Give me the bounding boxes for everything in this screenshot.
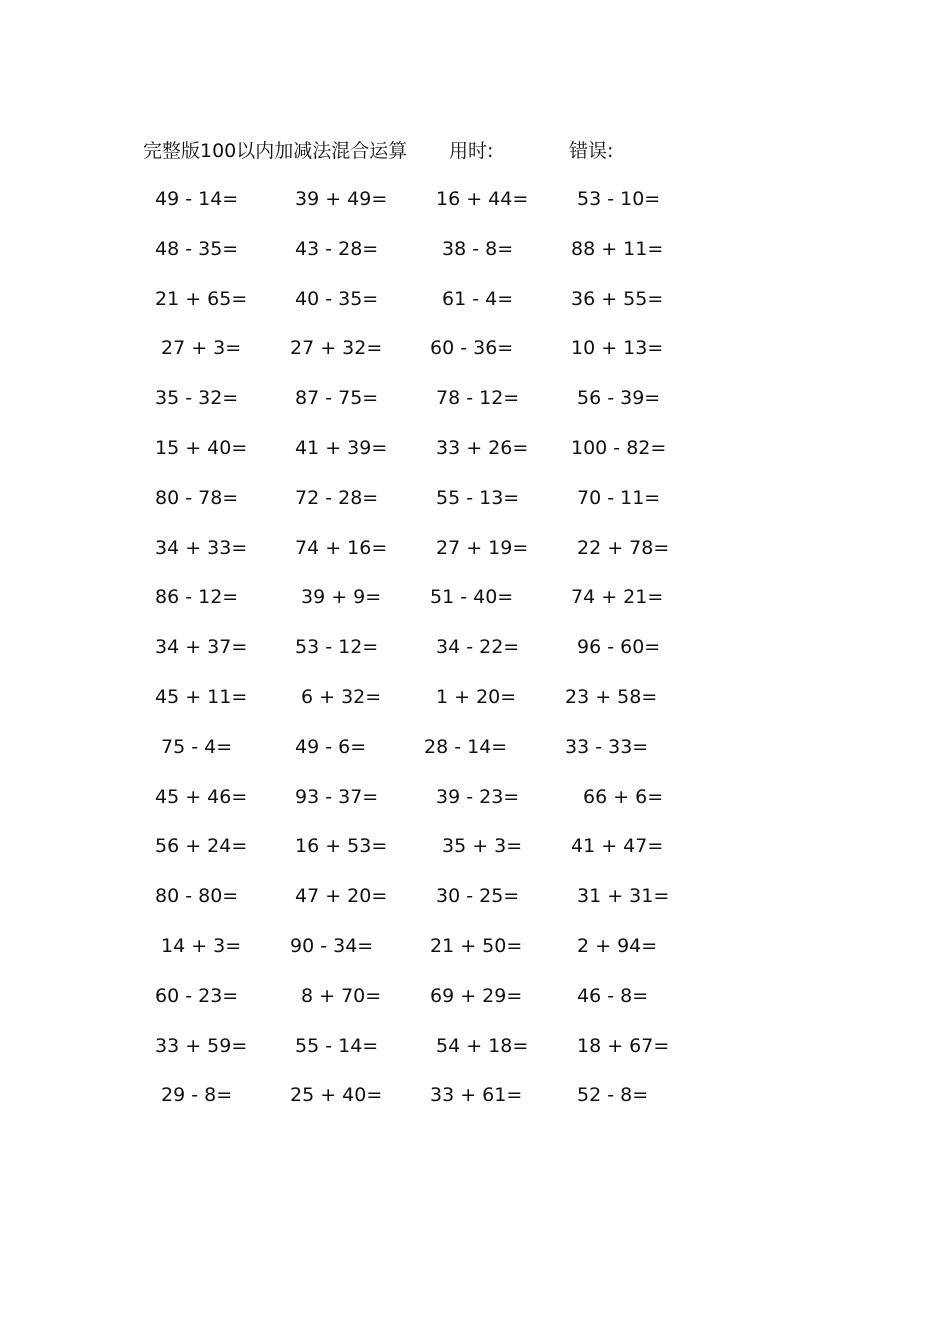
time-used-label: 用时: <box>449 140 494 162</box>
arithmetic-problem: 33 + 59= <box>155 1034 248 1057</box>
problem-grid <box>0 184 950 1130</box>
arithmetic-problem: 22 + 78= <box>577 536 670 559</box>
arithmetic-problem: 36 + 55= <box>571 287 664 310</box>
arithmetic-problem: 15 + 40= <box>155 436 248 459</box>
problem-row <box>0 1080 950 1130</box>
arithmetic-problem: 39 - 23= <box>436 785 520 808</box>
arithmetic-problem: 21 + 50= <box>430 934 523 957</box>
arithmetic-problem: 10 + 13= <box>571 337 664 360</box>
arithmetic-problem: 27 + 19= <box>436 536 529 559</box>
arithmetic-problem: 34 - 22= <box>436 636 520 659</box>
arithmetic-problem: 33 - 33= <box>565 735 649 758</box>
arithmetic-problem: 49 - 6= <box>295 735 367 758</box>
arithmetic-problem: 27 + 3= <box>161 337 242 360</box>
arithmetic-problem: 51 - 40= <box>430 586 514 609</box>
arithmetic-problem: 39 + 9= <box>301 586 382 609</box>
problem-row <box>0 333 950 383</box>
problem-row <box>0 831 950 881</box>
arithmetic-problem: 30 - 25= <box>436 885 520 908</box>
arithmetic-problem: 1 + 20= <box>436 685 517 708</box>
arithmetic-problem: 61 - 4= <box>442 287 514 310</box>
problem-row <box>0 383 950 433</box>
problem-row <box>0 184 950 234</box>
arithmetic-problem: 60 - 23= <box>155 984 239 1007</box>
problem-row <box>0 981 950 1031</box>
arithmetic-problem: 72 - 28= <box>295 486 379 509</box>
arithmetic-problem: 60 - 36= <box>430 337 514 360</box>
arithmetic-problem: 45 + 11= <box>155 685 248 708</box>
arithmetic-problem: 96 - 60= <box>577 636 661 659</box>
arithmetic-problem: 39 + 49= <box>295 188 388 210</box>
arithmetic-problem: 74 + 16= <box>295 536 388 559</box>
arithmetic-problem: 56 - 39= <box>577 387 661 410</box>
arithmetic-problem: 16 + 53= <box>295 835 388 858</box>
arithmetic-problem: 70 - 11= <box>577 486 661 509</box>
arithmetic-problem: 87 - 75= <box>295 387 379 410</box>
problem-row <box>0 682 950 732</box>
arithmetic-problem: 16 + 44= <box>436 188 529 210</box>
arithmetic-problem: 41 + 39= <box>295 436 388 459</box>
arithmetic-problem: 78 - 12= <box>436 387 520 410</box>
arithmetic-problem: 49 - 14= <box>155 188 239 210</box>
arithmetic-problem: 88 + 11= <box>571 237 664 260</box>
arithmetic-problem: 45 + 46= <box>155 785 248 808</box>
problem-row <box>0 732 950 782</box>
arithmetic-problem: 43 - 28= <box>295 237 379 260</box>
arithmetic-problem: 38 - 8= <box>442 237 514 260</box>
arithmetic-problem: 86 - 12= <box>155 586 239 609</box>
arithmetic-problem: 93 - 37= <box>295 785 379 808</box>
arithmetic-problem: 35 - 32= <box>155 387 239 410</box>
problem-row <box>0 782 950 832</box>
arithmetic-problem: 47 + 20= <box>295 885 388 908</box>
arithmetic-problem: 100 - 82= <box>571 436 667 459</box>
arithmetic-problem: 6 + 32= <box>301 685 382 708</box>
arithmetic-problem: 27 + 32= <box>290 337 383 360</box>
problem-row <box>0 234 950 284</box>
arithmetic-problem: 75 - 4= <box>161 735 233 758</box>
arithmetic-problem: 40 - 35= <box>295 287 379 310</box>
arithmetic-problem: 55 - 14= <box>295 1034 379 1057</box>
problem-row <box>0 284 950 334</box>
arithmetic-problem: 33 + 61= <box>430 1084 523 1107</box>
arithmetic-problem: 53 - 10= <box>577 188 661 210</box>
arithmetic-problem: 31 + 31= <box>577 885 670 908</box>
arithmetic-problem: 54 + 18= <box>436 1034 529 1057</box>
arithmetic-problem: 41 + 47= <box>571 835 664 858</box>
worksheet-header <box>143 136 763 166</box>
worksheet-title: 完整版100以内加减法混合运算 <box>143 140 408 162</box>
problem-row <box>0 931 950 981</box>
arithmetic-problem: 80 - 78= <box>155 486 239 509</box>
problem-row <box>0 582 950 632</box>
arithmetic-problem: 46 - 8= <box>577 984 649 1007</box>
arithmetic-problem: 48 - 35= <box>155 237 239 260</box>
arithmetic-problem: 66 + 6= <box>583 785 664 808</box>
problem-row <box>0 433 950 483</box>
arithmetic-problem: 74 + 21= <box>571 586 664 609</box>
arithmetic-problem: 14 + 3= <box>161 934 242 957</box>
arithmetic-problem: 52 - 8= <box>577 1084 649 1107</box>
problem-row <box>0 881 950 931</box>
arithmetic-problem: 56 + 24= <box>155 835 248 858</box>
error-count-label: 错误: <box>569 140 614 162</box>
arithmetic-problem: 55 - 13= <box>436 486 520 509</box>
arithmetic-problem: 53 - 12= <box>295 636 379 659</box>
arithmetic-problem: 90 - 34= <box>290 934 374 957</box>
arithmetic-problem: 69 + 29= <box>430 984 523 1007</box>
arithmetic-problem: 8 + 70= <box>301 984 382 1007</box>
arithmetic-problem: 35 + 3= <box>442 835 523 858</box>
problem-row <box>0 533 950 583</box>
arithmetic-problem: 23 + 58= <box>565 685 658 708</box>
arithmetic-problem: 33 + 26= <box>436 436 529 459</box>
arithmetic-problem: 34 + 37= <box>155 636 248 659</box>
arithmetic-problem: 80 - 80= <box>155 885 239 908</box>
arithmetic-problem: 2 + 94= <box>577 934 658 957</box>
problem-row <box>0 632 950 682</box>
arithmetic-problem: 21 + 65= <box>155 287 248 310</box>
arithmetic-problem: 29 - 8= <box>161 1084 233 1107</box>
arithmetic-problem: 28 - 14= <box>424 735 508 758</box>
arithmetic-problem: 18 + 67= <box>577 1034 670 1057</box>
problem-row <box>0 483 950 533</box>
arithmetic-problem: 25 + 40= <box>290 1084 383 1107</box>
arithmetic-problem: 34 + 33= <box>155 536 248 559</box>
problem-row <box>0 1031 950 1081</box>
